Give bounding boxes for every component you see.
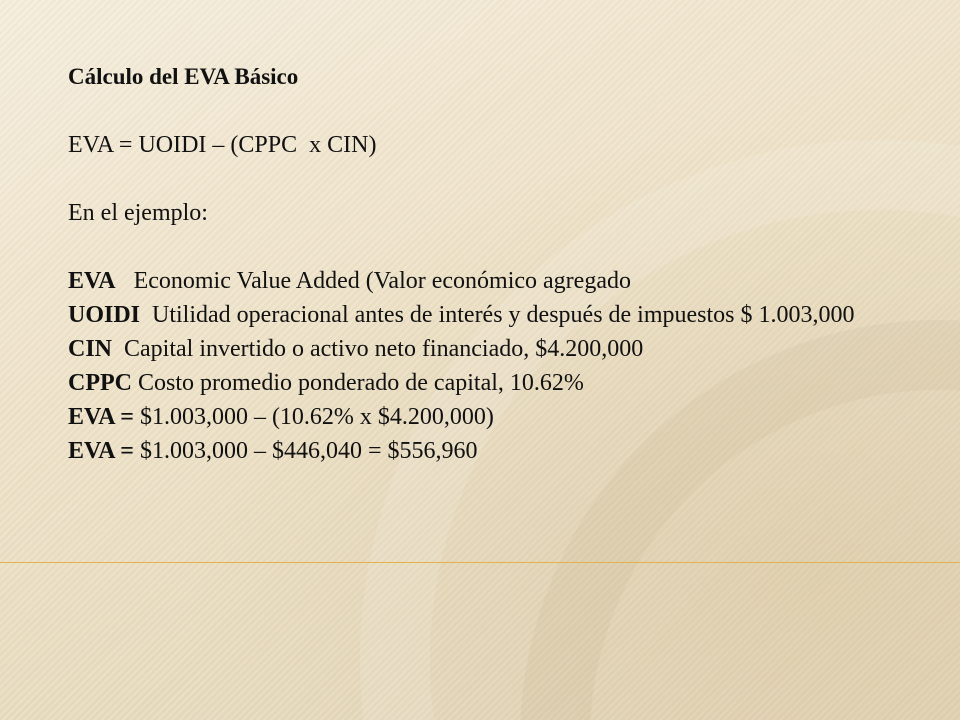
definition-cin	[68, 332, 906, 366]
slide-content	[68, 60, 906, 468]
term: EVA	[68, 268, 116, 294]
description: Capital invertido o activo neto financiado, $4.200,000	[112, 336, 644, 362]
calculation-step-1	[68, 400, 906, 434]
definition-eva	[68, 264, 906, 298]
description: $1.003,000 – $446,040 = $556,960	[133, 438, 478, 464]
slide-title: Cálculo del EVA Básico	[68, 64, 299, 89]
description: Economic Value Added (Valor económico agregado	[115, 268, 631, 294]
description: $1.003,000 – (10.62% x $4.200,000)	[133, 404, 494, 430]
description: Utilidad operacional antes de interés y después de impuestos $ 1.003,000	[140, 302, 855, 328]
term: CPPC	[68, 370, 132, 396]
spacer	[68, 230, 906, 264]
term: UOIDI	[68, 302, 141, 328]
spacer	[68, 162, 906, 196]
definition-uoidi	[68, 298, 906, 332]
term: EVA =	[68, 438, 134, 464]
description: Costo promedio ponderado de capital, 10.62%	[131, 370, 584, 396]
formula: EVA = UOIDI – (CPPC x CIN)	[68, 132, 377, 158]
spacer	[68, 94, 906, 128]
divider-line	[0, 562, 960, 563]
definition-cppc	[68, 366, 906, 400]
example-intro: En el ejemplo:	[68, 200, 208, 226]
term: CIN	[68, 336, 113, 362]
calculation-step-2	[68, 434, 906, 468]
term: EVA =	[68, 404, 134, 430]
